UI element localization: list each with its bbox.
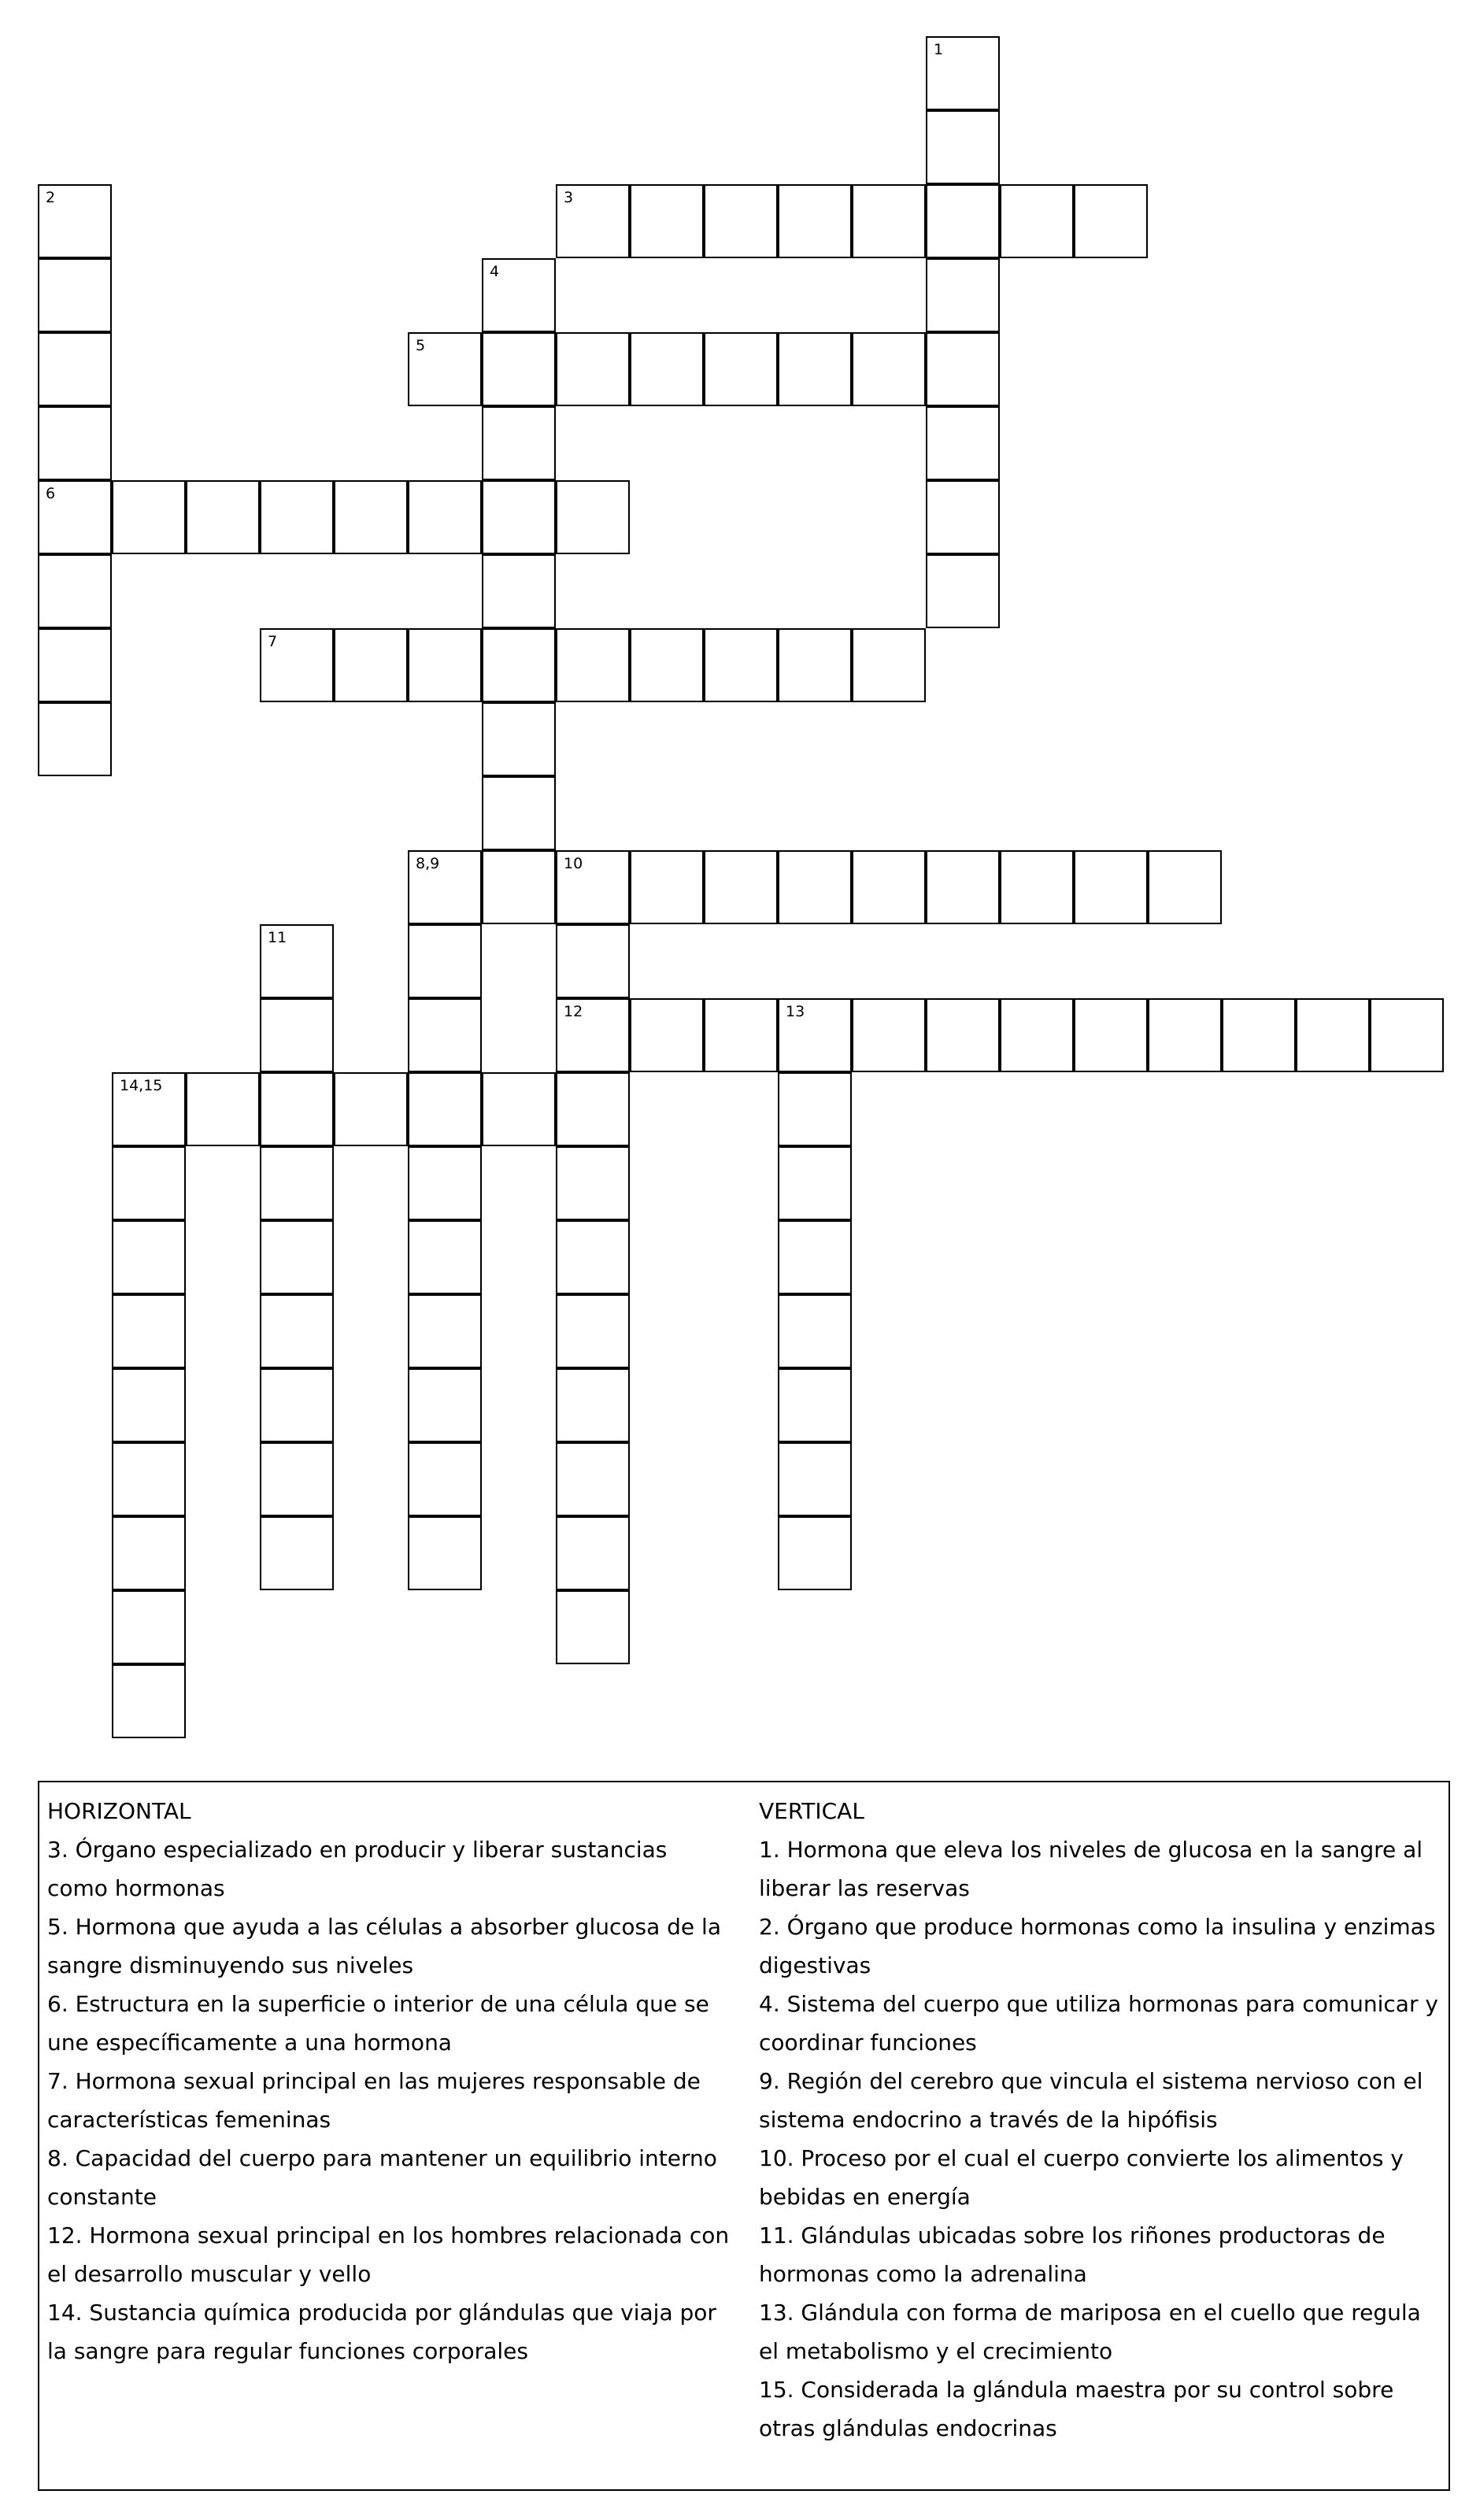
clue-v-10: 10. Proceso por el cual el cuerpo convierte los alimentos y bebidas en energía — [759, 2145, 1404, 2210]
clue-number: 2 — [46, 189, 56, 206]
crossword-cell[interactable] — [630, 184, 704, 258]
clue-number: 1 — [934, 41, 944, 58]
crossword-cell[interactable] — [408, 850, 482, 924]
clue-h-12: 12. Hormona sexual principal en los hombres relacionada con el desarrollo muscular y vello — [47, 2222, 730, 2287]
crossword-cell[interactable] — [482, 332, 556, 406]
crossword-cell[interactable] — [556, 1516, 630, 1590]
crossword-cell[interactable] — [778, 1516, 852, 1590]
crossword-cell[interactable] — [556, 1294, 630, 1368]
crossword-cell[interactable] — [408, 924, 482, 998]
clue-number: 6 — [46, 485, 56, 502]
vertical-clues — [759, 1792, 1444, 2448]
crossword-cell[interactable] — [556, 1220, 630, 1294]
clue-number: 3 — [564, 189, 574, 206]
clue-h-14: 14. Sustancia química producida por glándulas que viaja por la sangre para regular funciones corporales — [47, 2300, 716, 2364]
crossword-cell[interactable] — [852, 628, 926, 702]
crossword-cell[interactable] — [408, 332, 482, 406]
clue-number: 5 — [416, 337, 426, 354]
clue-v-11: 11. Glándulas ubicadas sobre los riñones productoras de hormonas como la adrenalina — [759, 2222, 1386, 2287]
crossword-cell[interactable] — [1074, 998, 1148, 1072]
crossword-cell[interactable] — [260, 998, 334, 1072]
crossword-cell[interactable] — [334, 480, 408, 554]
crossword-cell[interactable] — [852, 184, 926, 258]
crossword-cell[interactable] — [926, 36, 1000, 110]
crossword-cell[interactable] — [1000, 998, 1074, 1072]
crossword-cell[interactable] — [38, 702, 112, 776]
crossword-cell[interactable] — [260, 1220, 334, 1294]
crossword-cell[interactable] — [778, 184, 852, 258]
clue-v-13: 13. Glándula con forma de mariposa en el cuello que regula el metabolismo y el crecimiento — [759, 2300, 1421, 2364]
crossword-cell[interactable] — [1000, 850, 1074, 924]
crossword-cell[interactable] — [1296, 998, 1370, 1072]
crossword-cell[interactable] — [112, 1146, 186, 1220]
crossword-cell[interactable] — [926, 406, 1000, 480]
crossword-cell[interactable] — [1000, 184, 1074, 258]
crossword-cell[interactable] — [1222, 998, 1296, 1072]
crossword-cell[interactable] — [556, 480, 630, 554]
clue-v-9: 9. Región del cerebro que vincula el sistema nervioso con el sistema endocrino a través de la hipófisis — [759, 2068, 1423, 2133]
crossword-cell[interactable] — [408, 1072, 482, 1146]
crossword-cell[interactable] — [408, 480, 482, 554]
crossword-cell[interactable] — [556, 1368, 630, 1442]
crossword-cell[interactable] — [1074, 850, 1148, 924]
crossword-cell[interactable] — [408, 628, 482, 702]
clue-h-6: 6. Estructura en la superficie o interior de una célula que se une específicamente a una hormona — [47, 1991, 709, 2056]
clue-number: 7 — [268, 633, 278, 650]
crossword-cell[interactable] — [112, 1516, 186, 1590]
crossword-cell[interactable] — [630, 998, 704, 1072]
crossword-cell[interactable] — [112, 1220, 186, 1294]
crossword-cell[interactable] — [482, 554, 556, 628]
crossword-cell[interactable] — [408, 1442, 482, 1516]
crossword-cell[interactable] — [1074, 184, 1148, 258]
crossword-cell[interactable] — [260, 1442, 334, 1516]
crossword-cell[interactable] — [778, 1368, 852, 1442]
crossword-cell[interactable] — [334, 628, 408, 702]
crossword-cell[interactable] — [556, 850, 630, 924]
crossword-cell[interactable] — [852, 998, 926, 1072]
crossword-cell[interactable] — [482, 776, 556, 850]
crossword-cell[interactable] — [38, 332, 112, 406]
crossword-cell[interactable] — [778, 998, 852, 1072]
clue-number: 13 — [786, 1003, 805, 1020]
crossword-cell[interactable] — [852, 332, 926, 406]
crossword-cell[interactable] — [260, 924, 334, 998]
crossword-cell[interactable] — [112, 1664, 186, 1738]
crossword-cell[interactable] — [334, 1072, 408, 1146]
crossword-cell[interactable] — [778, 1442, 852, 1516]
crossword-cell[interactable] — [482, 702, 556, 776]
clue-number: 10 — [564, 855, 583, 872]
clue-v-2: 2. Órgano que produce hormonas como la insulina y enzimas digestivas — [759, 1914, 1436, 1978]
crossword-cell[interactable] — [556, 1590, 630, 1664]
clue-h-7: 7. Hormona sexual principal en las mujeres responsable de características femeninas — [47, 2068, 701, 2133]
crossword-cell[interactable] — [186, 1072, 260, 1146]
crossword-cell[interactable] — [926, 998, 1000, 1072]
crossword-cell[interactable] — [260, 1072, 334, 1146]
crossword-cell[interactable] — [260, 1368, 334, 1442]
crossword-cell[interactable] — [556, 998, 630, 1072]
crossword-cell[interactable] — [704, 332, 778, 406]
crossword-cell[interactable] — [926, 850, 1000, 924]
crossword-cell[interactable] — [408, 1294, 482, 1368]
clue-h-8: 8. Capacidad del cuerpo para mantener un equilibrio interno constante — [47, 2145, 717, 2210]
crossword-cell[interactable] — [260, 1146, 334, 1220]
crossword-cell[interactable] — [926, 554, 1000, 628]
crossword-cell[interactable] — [926, 480, 1000, 554]
crossword-cell[interactable] — [556, 1072, 630, 1146]
crossword-cell[interactable] — [926, 110, 1000, 184]
crossword-cell[interactable] — [556, 628, 630, 702]
crossword-cell[interactable] — [260, 628, 334, 702]
crossword-cell[interactable] — [112, 1368, 186, 1442]
crossword-cell[interactable] — [112, 1072, 186, 1146]
crossword-cell[interactable] — [778, 332, 852, 406]
crossword-cell[interactable] — [38, 554, 112, 628]
crossword-cell[interactable] — [112, 1294, 186, 1368]
crossword-cell[interactable] — [112, 480, 186, 554]
crossword-cell[interactable] — [556, 332, 630, 406]
crossword-cell[interactable] — [926, 258, 1000, 332]
crossword-cell[interactable] — [482, 628, 556, 702]
crossword-cell[interactable] — [926, 184, 1000, 258]
crossword-cell[interactable] — [778, 1220, 852, 1294]
crossword-cell[interactable] — [630, 332, 704, 406]
clue-number: 8,9 — [416, 855, 440, 872]
crossword-cell[interactable] — [556, 924, 630, 998]
horizontal-clues — [47, 1792, 732, 2370]
crossword-cell[interactable] — [408, 1516, 482, 1590]
crossword-cell[interactable] — [482, 1072, 556, 1146]
crossword-cell[interactable] — [778, 1146, 852, 1220]
crossword-cell[interactable] — [38, 628, 112, 702]
crossword-cell[interactable] — [778, 1294, 852, 1368]
crossword-cell[interactable] — [926, 332, 1000, 406]
crossword-cell[interactable] — [704, 628, 778, 702]
crossword-cell[interactable] — [408, 998, 482, 1072]
horizontal-title: HORIZONTAL — [47, 1798, 191, 1824]
crossword-cell[interactable] — [482, 258, 556, 332]
crossword-cell[interactable] — [630, 628, 704, 702]
crossword-cell[interactable] — [482, 480, 556, 554]
crossword-cell[interactable] — [852, 850, 926, 924]
clue-v-15: 15. Considerada la glándula maestra por su control sobre otras glándulas endocrinas — [759, 2377, 1394, 2441]
clue-number: 12 — [564, 1003, 583, 1020]
clue-h-3: 3. Órgano especializado en producir y liberar sustancias como hormonas — [47, 1837, 668, 1901]
crossword-cell[interactable] — [38, 406, 112, 480]
crossword-cell[interactable] — [704, 184, 778, 258]
crossword-cell[interactable] — [1370, 998, 1444, 1072]
clue-h-5: 5. Hormona que ayuda a las células a absorber glucosa de la sangre disminuyendo sus niveles — [47, 1914, 721, 1978]
crossword-cell[interactable] — [482, 850, 556, 924]
crossword-cell[interactable] — [408, 1368, 482, 1442]
crossword-cell[interactable] — [630, 850, 704, 924]
crossword-cell[interactable] — [556, 1146, 630, 1220]
crossword-cell[interactable] — [260, 1294, 334, 1368]
clues-panel — [38, 1781, 1450, 2491]
clue-v-4: 4. Sistema del cuerpo que utiliza hormonas para comunicar y coordinar funciones — [759, 1991, 1438, 2056]
crossword-cell[interactable] — [408, 1146, 482, 1220]
clue-number: 14,15 — [120, 1077, 163, 1094]
crossword-cell[interactable] — [556, 184, 630, 258]
crossword-cell[interactable] — [260, 1516, 334, 1590]
crossword-cell[interactable] — [112, 1442, 186, 1516]
crossword-cell[interactable] — [1148, 850, 1222, 924]
vertical-title: VERTICAL — [759, 1798, 864, 1824]
clue-v-1: 1. Hormona que eleva los niveles de glucosa en la sangre al liberar las reservas — [759, 1837, 1423, 1901]
clue-number: 4 — [490, 263, 500, 280]
crossword-cell[interactable] — [704, 850, 778, 924]
crossword-cell[interactable] — [38, 480, 112, 554]
crossword-cell[interactable] — [778, 1072, 852, 1146]
crossword-cell[interactable] — [1148, 998, 1222, 1072]
crossword-cell[interactable] — [778, 628, 852, 702]
clue-number: 11 — [268, 929, 287, 946]
crossword-cell[interactable] — [186, 480, 260, 554]
crossword-cell[interactable] — [38, 184, 112, 258]
crossword-cell[interactable] — [704, 998, 778, 1072]
crossword-cell[interactable] — [408, 1220, 482, 1294]
crossword-cell[interactable] — [778, 850, 852, 924]
crossword-cell[interactable] — [482, 406, 556, 480]
crossword-cell[interactable] — [112, 1590, 186, 1664]
crossword-cell[interactable] — [260, 480, 334, 554]
crossword-cell[interactable] — [38, 258, 112, 332]
crossword-cell[interactable] — [556, 1442, 630, 1516]
